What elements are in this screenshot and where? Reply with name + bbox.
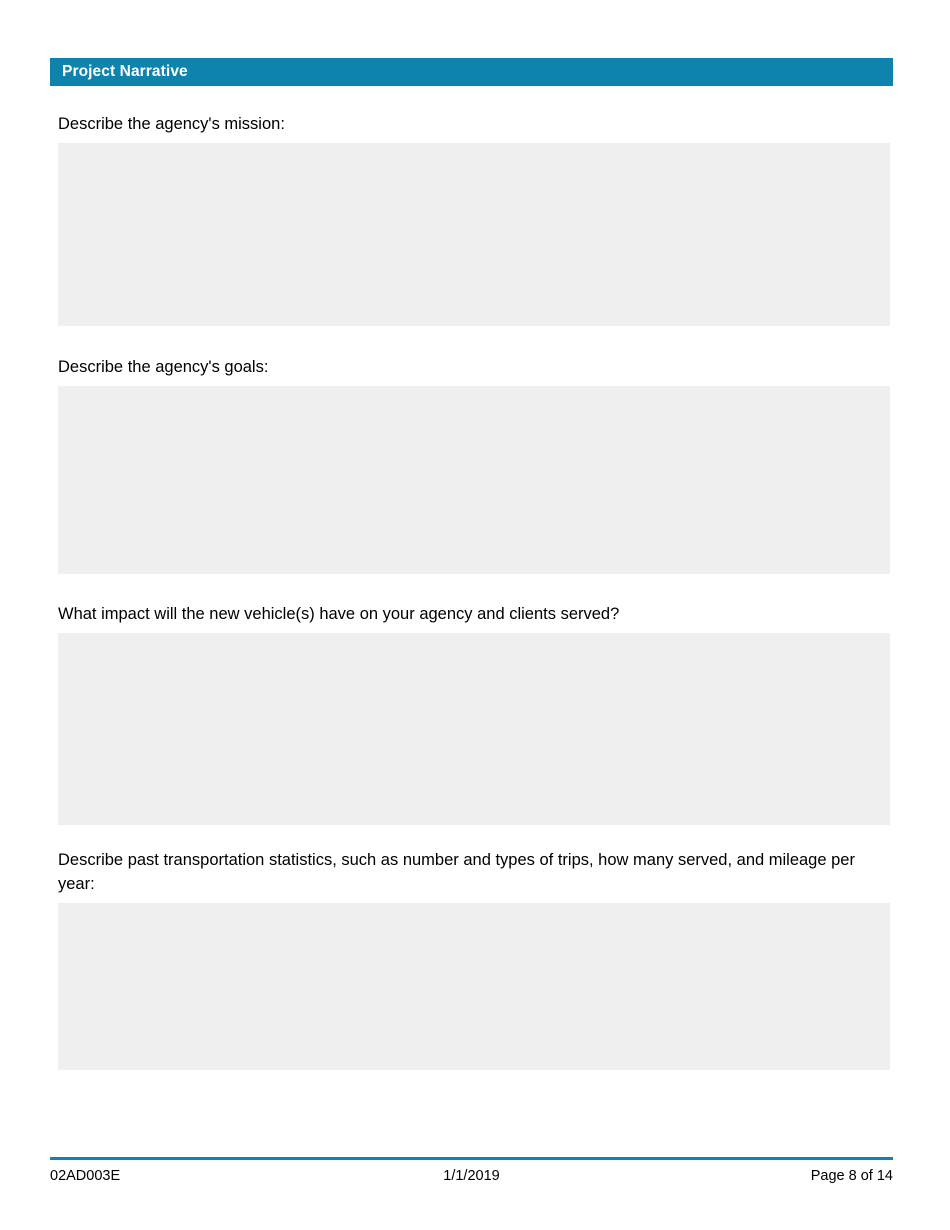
footer-divider (50, 1157, 893, 1160)
field-label-impact: What impact will the new vehicle(s) have on your agency and clients served? (58, 605, 620, 623)
footer-date: 1/1/2019 (443, 1168, 500, 1184)
section-title: Project Narrative (62, 63, 188, 80)
field-block-goals (58, 356, 890, 574)
field-input-goals[interactable] (58, 386, 890, 574)
section-header-project-narrative (50, 58, 893, 86)
field-block-mission (58, 113, 890, 326)
field-input-impact[interactable] (58, 633, 890, 825)
field-block-statistics (58, 849, 890, 1070)
footer-page-number: Page 8 of 14 (810, 1168, 893, 1184)
footer-form-number: 02AD003E (50, 1168, 121, 1184)
field-label-statistics: Describe past transportation statistics, such as number and types of trips, how many served, and mileage per year: (58, 851, 855, 893)
field-input-mission[interactable] (58, 143, 890, 326)
field-label-mission: Describe the agency's mission: (58, 115, 285, 133)
field-block-impact (58, 603, 890, 825)
page-footer (50, 1168, 893, 1184)
field-label-goals: Describe the agency's goals: (58, 358, 269, 376)
field-input-statistics[interactable] (58, 903, 890, 1070)
